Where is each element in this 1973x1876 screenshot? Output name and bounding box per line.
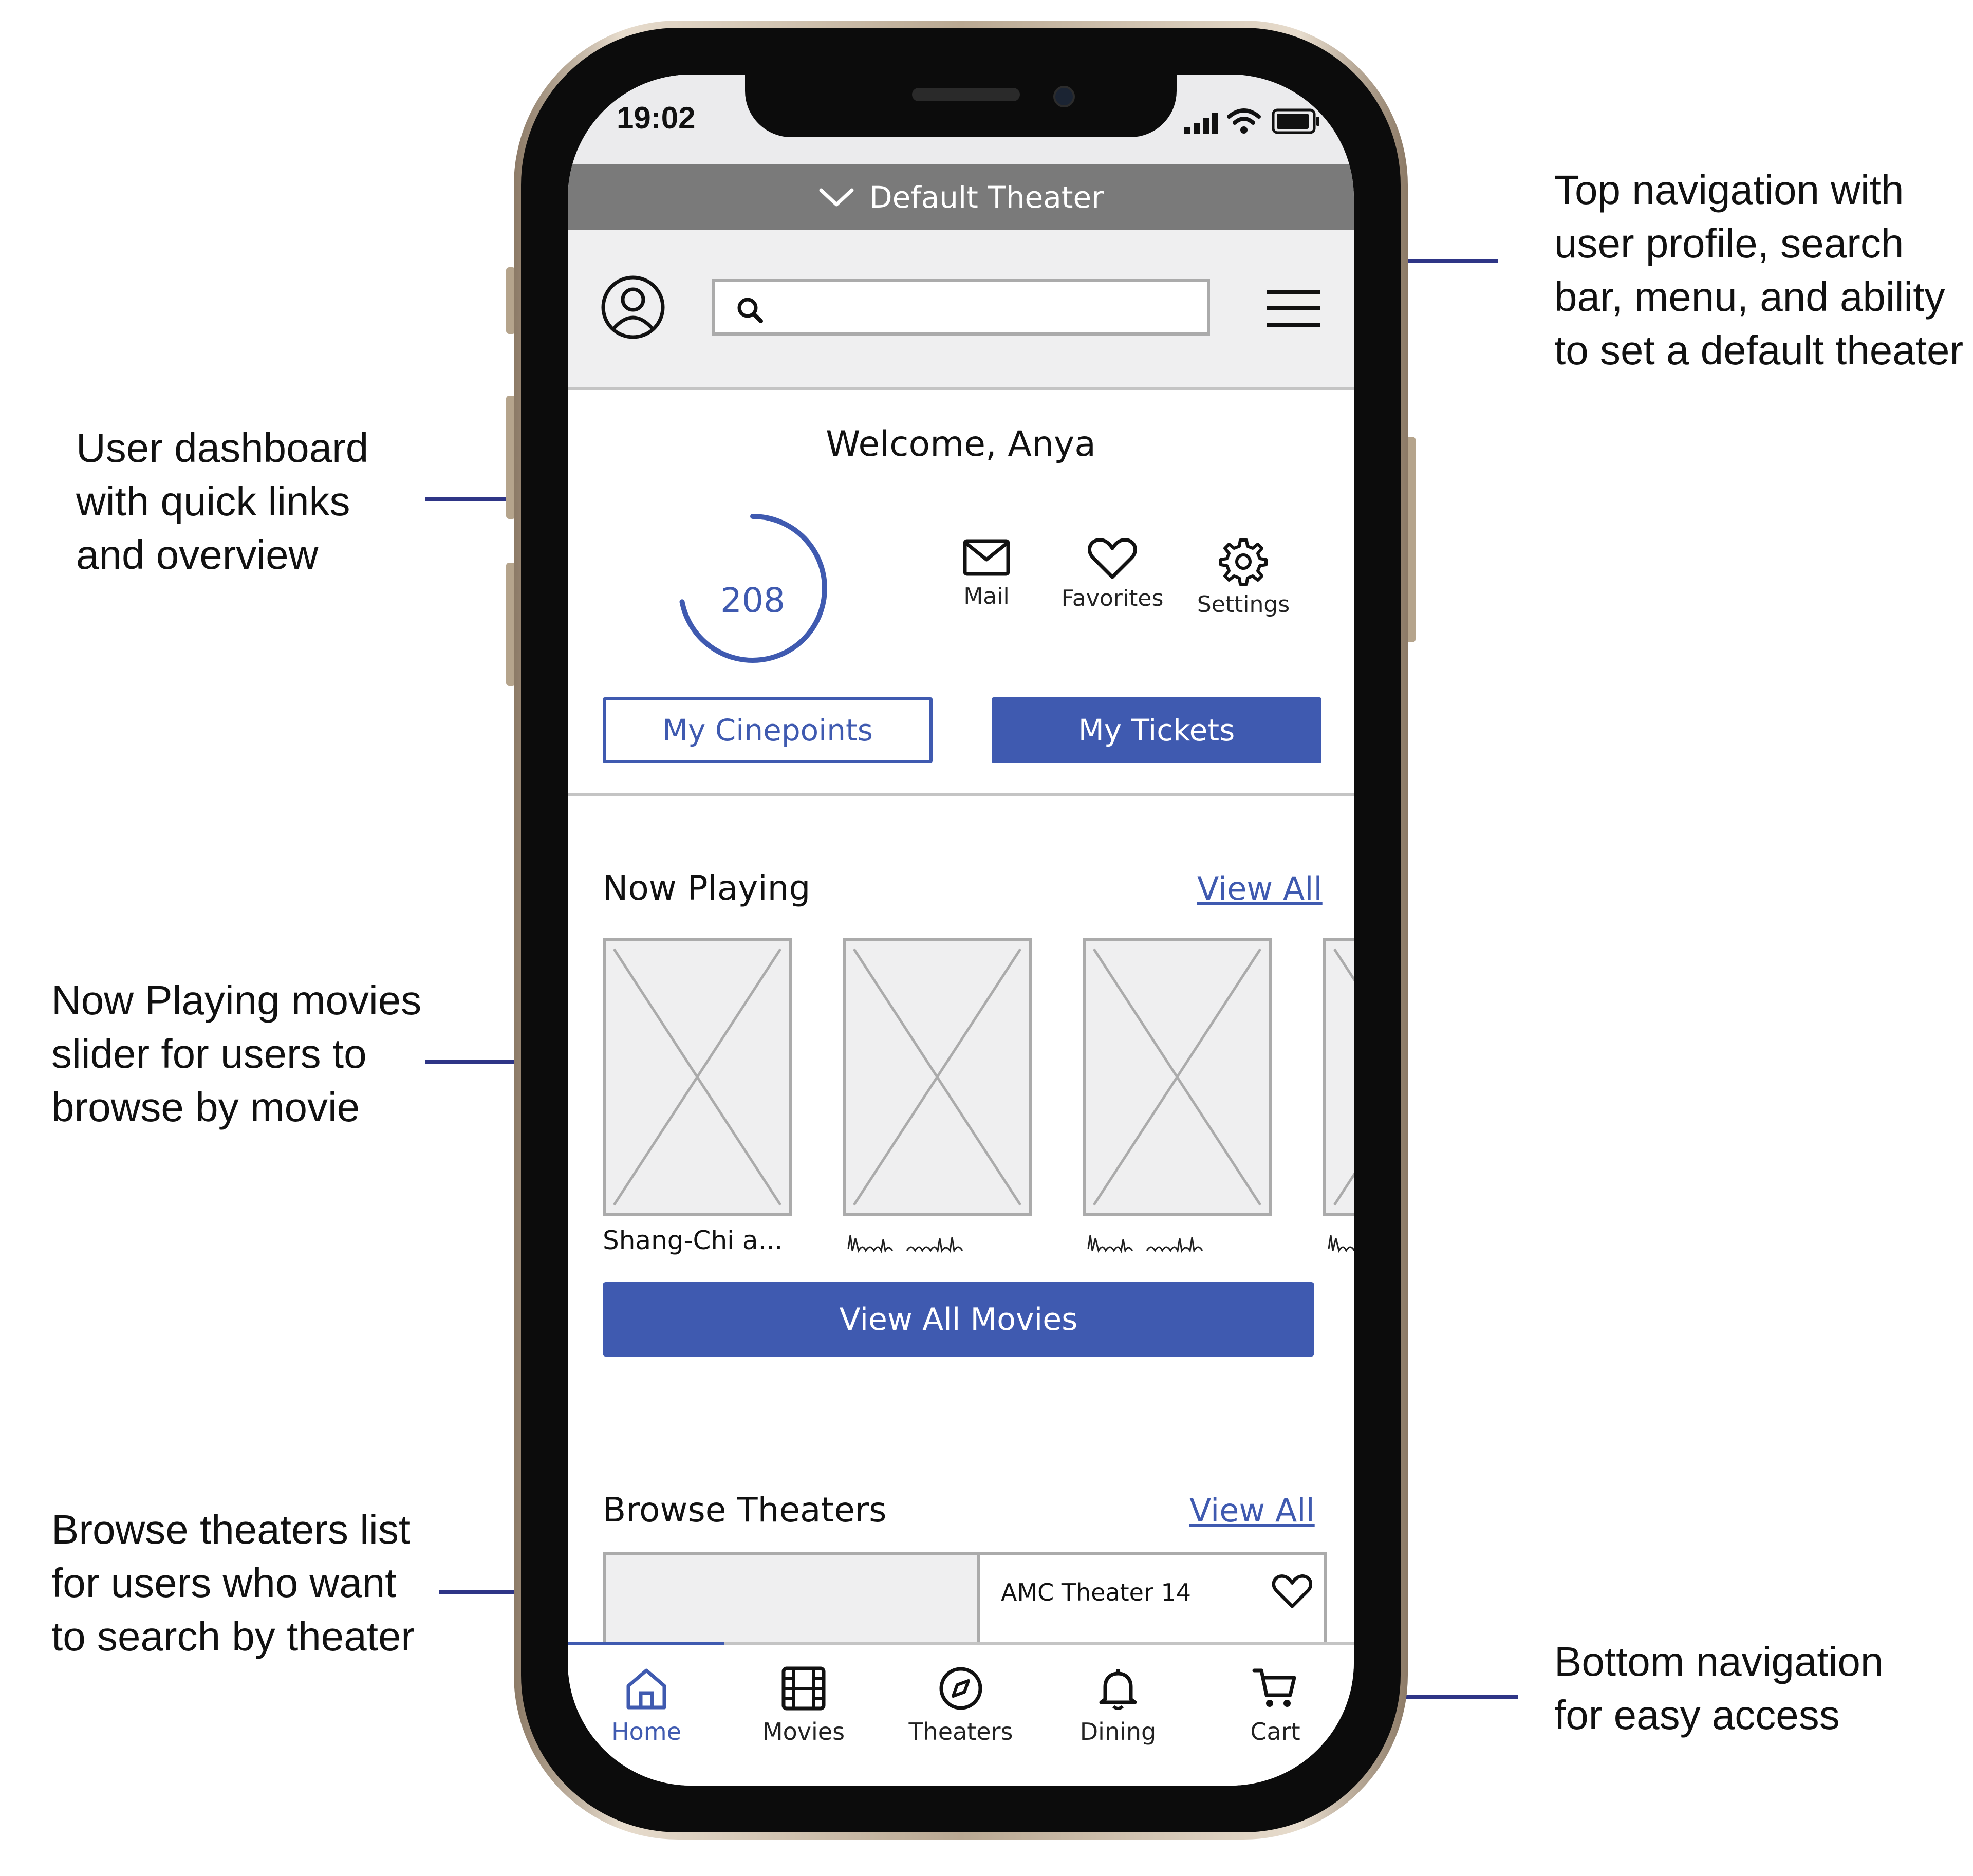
nav-label: Movies [762,1718,845,1745]
movie-title: Shang-Chi a... [603,1225,783,1255]
film-icon [780,1665,827,1712]
heart-icon[interactable] [1272,1573,1312,1609]
annotation-top-nav: Top navigation with user profile, search bar, menu, and ability to set a default theater [1554,167,1964,373]
compass-icon [938,1665,984,1712]
front-camera [1053,86,1075,107]
quick-link-settings[interactable] [1184,537,1302,618]
quick-link-favorites[interactable] [1053,537,1171,611]
bottom-navigation [568,1642,1354,1786]
user-profile-icon[interactable] [600,274,666,341]
search-input[interactable] [712,279,1210,336]
annotation-bottom-nav: Bottom navigation for easy access [1554,1639,1884,1738]
nav-label: Dining [1079,1718,1157,1745]
quick-link-label: Favorites [1061,585,1164,611]
phone-screen [568,75,1354,1786]
search-icon [735,295,765,325]
cinepoints-value: 208 [720,581,785,620]
bell-icon [1095,1665,1141,1712]
cart-icon [1252,1665,1298,1712]
quick-link-mail[interactable] [927,537,1046,609]
annotation-now-playing: Now Playing movies slider for users to browse by movie [51,977,422,1130]
my-cinepoints-button[interactable]: My Cinepoints [603,697,933,763]
browse-theaters-view-all-link[interactable]: View All [1189,1492,1315,1529]
theater-name: AMC Theater 14 [1001,1578,1192,1606]
signal-icon [1184,112,1220,134]
movie-poster-placeholder[interactable] [843,938,1032,1216]
squiggle-text-placeholder [1326,1228,1354,1259]
browse-theaters-title: Browse Theaters [603,1490,887,1530]
annotation-dashboard: User dashboard with quick links and overview [76,425,369,578]
default-theater-label: Default Theater [869,180,1104,215]
hamburger-menu-icon[interactable] [1267,288,1320,329]
quick-link-label: Mail [963,583,1010,609]
nav-dining[interactable] [1039,1665,1197,1745]
squiggle-text-placeholder [845,1228,1020,1259]
gear-icon [1219,537,1268,586]
top-navigation [568,230,1354,390]
status-time: 19:02 [617,101,696,135]
nav-cart[interactable] [1197,1665,1354,1745]
default-theater-selector[interactable] [568,164,1354,230]
mail-icon [962,537,1011,578]
nav-label: Cart [1250,1718,1300,1745]
nav-movies[interactable] [725,1665,882,1745]
chevron-down-icon [818,186,855,209]
section-divider [568,793,1354,796]
nav-label: Theaters [908,1718,1013,1745]
notch [745,75,1177,137]
view-all-movies-button[interactable]: View All Movies [603,1282,1314,1357]
movie-poster-placeholder[interactable] [603,938,792,1216]
nav-home[interactable] [568,1665,725,1745]
active-tab-indicator [568,1642,724,1645]
heart-icon [1088,537,1137,580]
speaker-grille [912,88,1020,101]
my-tickets-button[interactable]: My Tickets [992,697,1321,763]
now-playing-view-all-link[interactable]: View All [1197,870,1323,907]
quick-link-label: Settings [1197,591,1290,618]
wifi-icon [1227,108,1261,134]
battery-icon [1272,108,1321,134]
annotation-browse-theaters: Browse theaters list for users who want to search by theater [51,1507,415,1659]
welcome-message: Welcome, Anya [826,424,1096,465]
nav-theaters[interactable] [882,1665,1039,1745]
now-playing-title: Now Playing [603,868,811,908]
squiggle-text-placeholder [1085,1228,1260,1259]
movie-poster-placeholder[interactable] [1083,938,1272,1216]
home-icon [623,1665,669,1712]
movie-poster-placeholder[interactable] [1323,938,1354,1216]
status-bar [568,75,1354,164]
nav-label: Home [611,1718,681,1745]
